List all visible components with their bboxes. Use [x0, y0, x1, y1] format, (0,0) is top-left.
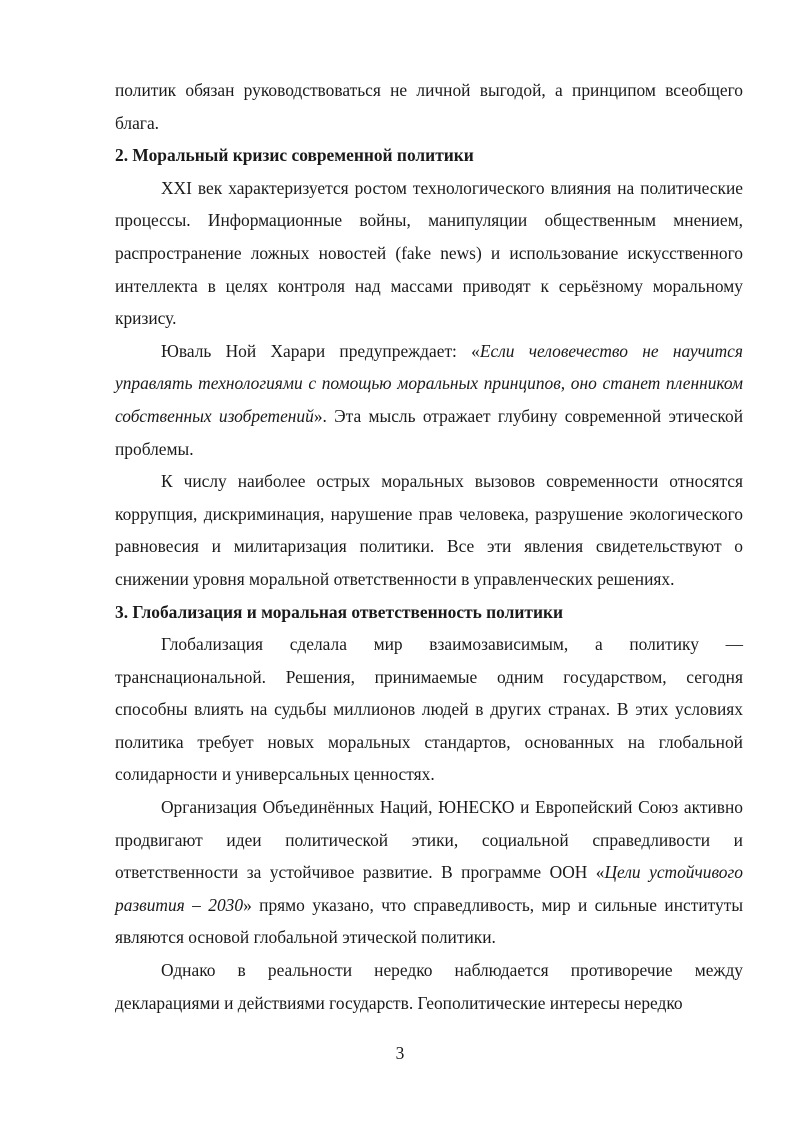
italic-quote-text: Цели устойчивого развития – 2030	[115, 862, 743, 915]
paragraph-text: ». Эта мысль отражает глубину современной этической проблемы.	[115, 405, 744, 459]
paragraph-text: политик обязан руководствоваться не личной выгодой, а принципом всеобщего блага.	[115, 80, 743, 133]
paragraph	[115, 465, 743, 595]
paragraph-text: » прямо указано, что справедливость, мир и сильные институты являются основой глобальной этической политики.	[115, 894, 744, 948]
document-page-body	[115, 74, 743, 1019]
paragraph-text: XXI век характеризуется ростом технологического влияния на политические процессы. Информационные войны, манипуляции общественным мнением, распространение ложных новостей (fake news) и использование искусственного интеллекта в целях контроля над массами приводят к серьёзному моральному кризису.	[115, 177, 743, 329]
paragraph	[115, 954, 743, 1019]
paragraph	[115, 74, 743, 139]
paragraph-text: Однако в реальности нередко наблюдается противоречие между декларациями и действиями государств. Геополитические интересы нередко	[115, 960, 743, 1013]
page-number: 3	[395, 1043, 405, 1063]
paragraph-text: Глобализация сделала мир взаимозависимым, а политику — транснациональной. Решения, принимаемые одним государством, сегодня способны влиять на судьбы миллионов людей в других странах. В этих условиях политика требует новых моральных стандартов, основанных на глобальной солидарности и универсальных ценностях.	[115, 634, 743, 785]
paragraph	[115, 172, 743, 335]
paragraph	[115, 628, 743, 791]
section-heading: 2. Моральный кризис современной политики	[115, 145, 474, 166]
paragraph	[115, 335, 743, 465]
section-heading: 3. Глобализация и моральная ответственность политики	[115, 601, 564, 622]
paragraph-text: Юваль Ной Харари предупреждает: «	[161, 340, 480, 361]
paragraph-text: Организация Объединённых Наций, ЮНЕСКО и Европейский Союз активно продвигают идеи политической этики, социальной справедливости и ответственности за устойчивое развитие. В программе ООН «	[115, 797, 743, 883]
italic-quote-text: Если человечество не научится управлять технологиями с помощью моральных принципов, оно станет пленником собственных изобретений	[115, 340, 743, 426]
paragraph-text: К числу наиболее острых моральных вызовов современности относятся коррупция, дискриминация, нарушение прав человека, разрушение экологического равновесия и милитаризация политики. Все эти явления свидетельствуют о снижении уровня моральной ответственности в управленческих решениях.	[115, 471, 743, 589]
paragraph	[115, 791, 743, 954]
